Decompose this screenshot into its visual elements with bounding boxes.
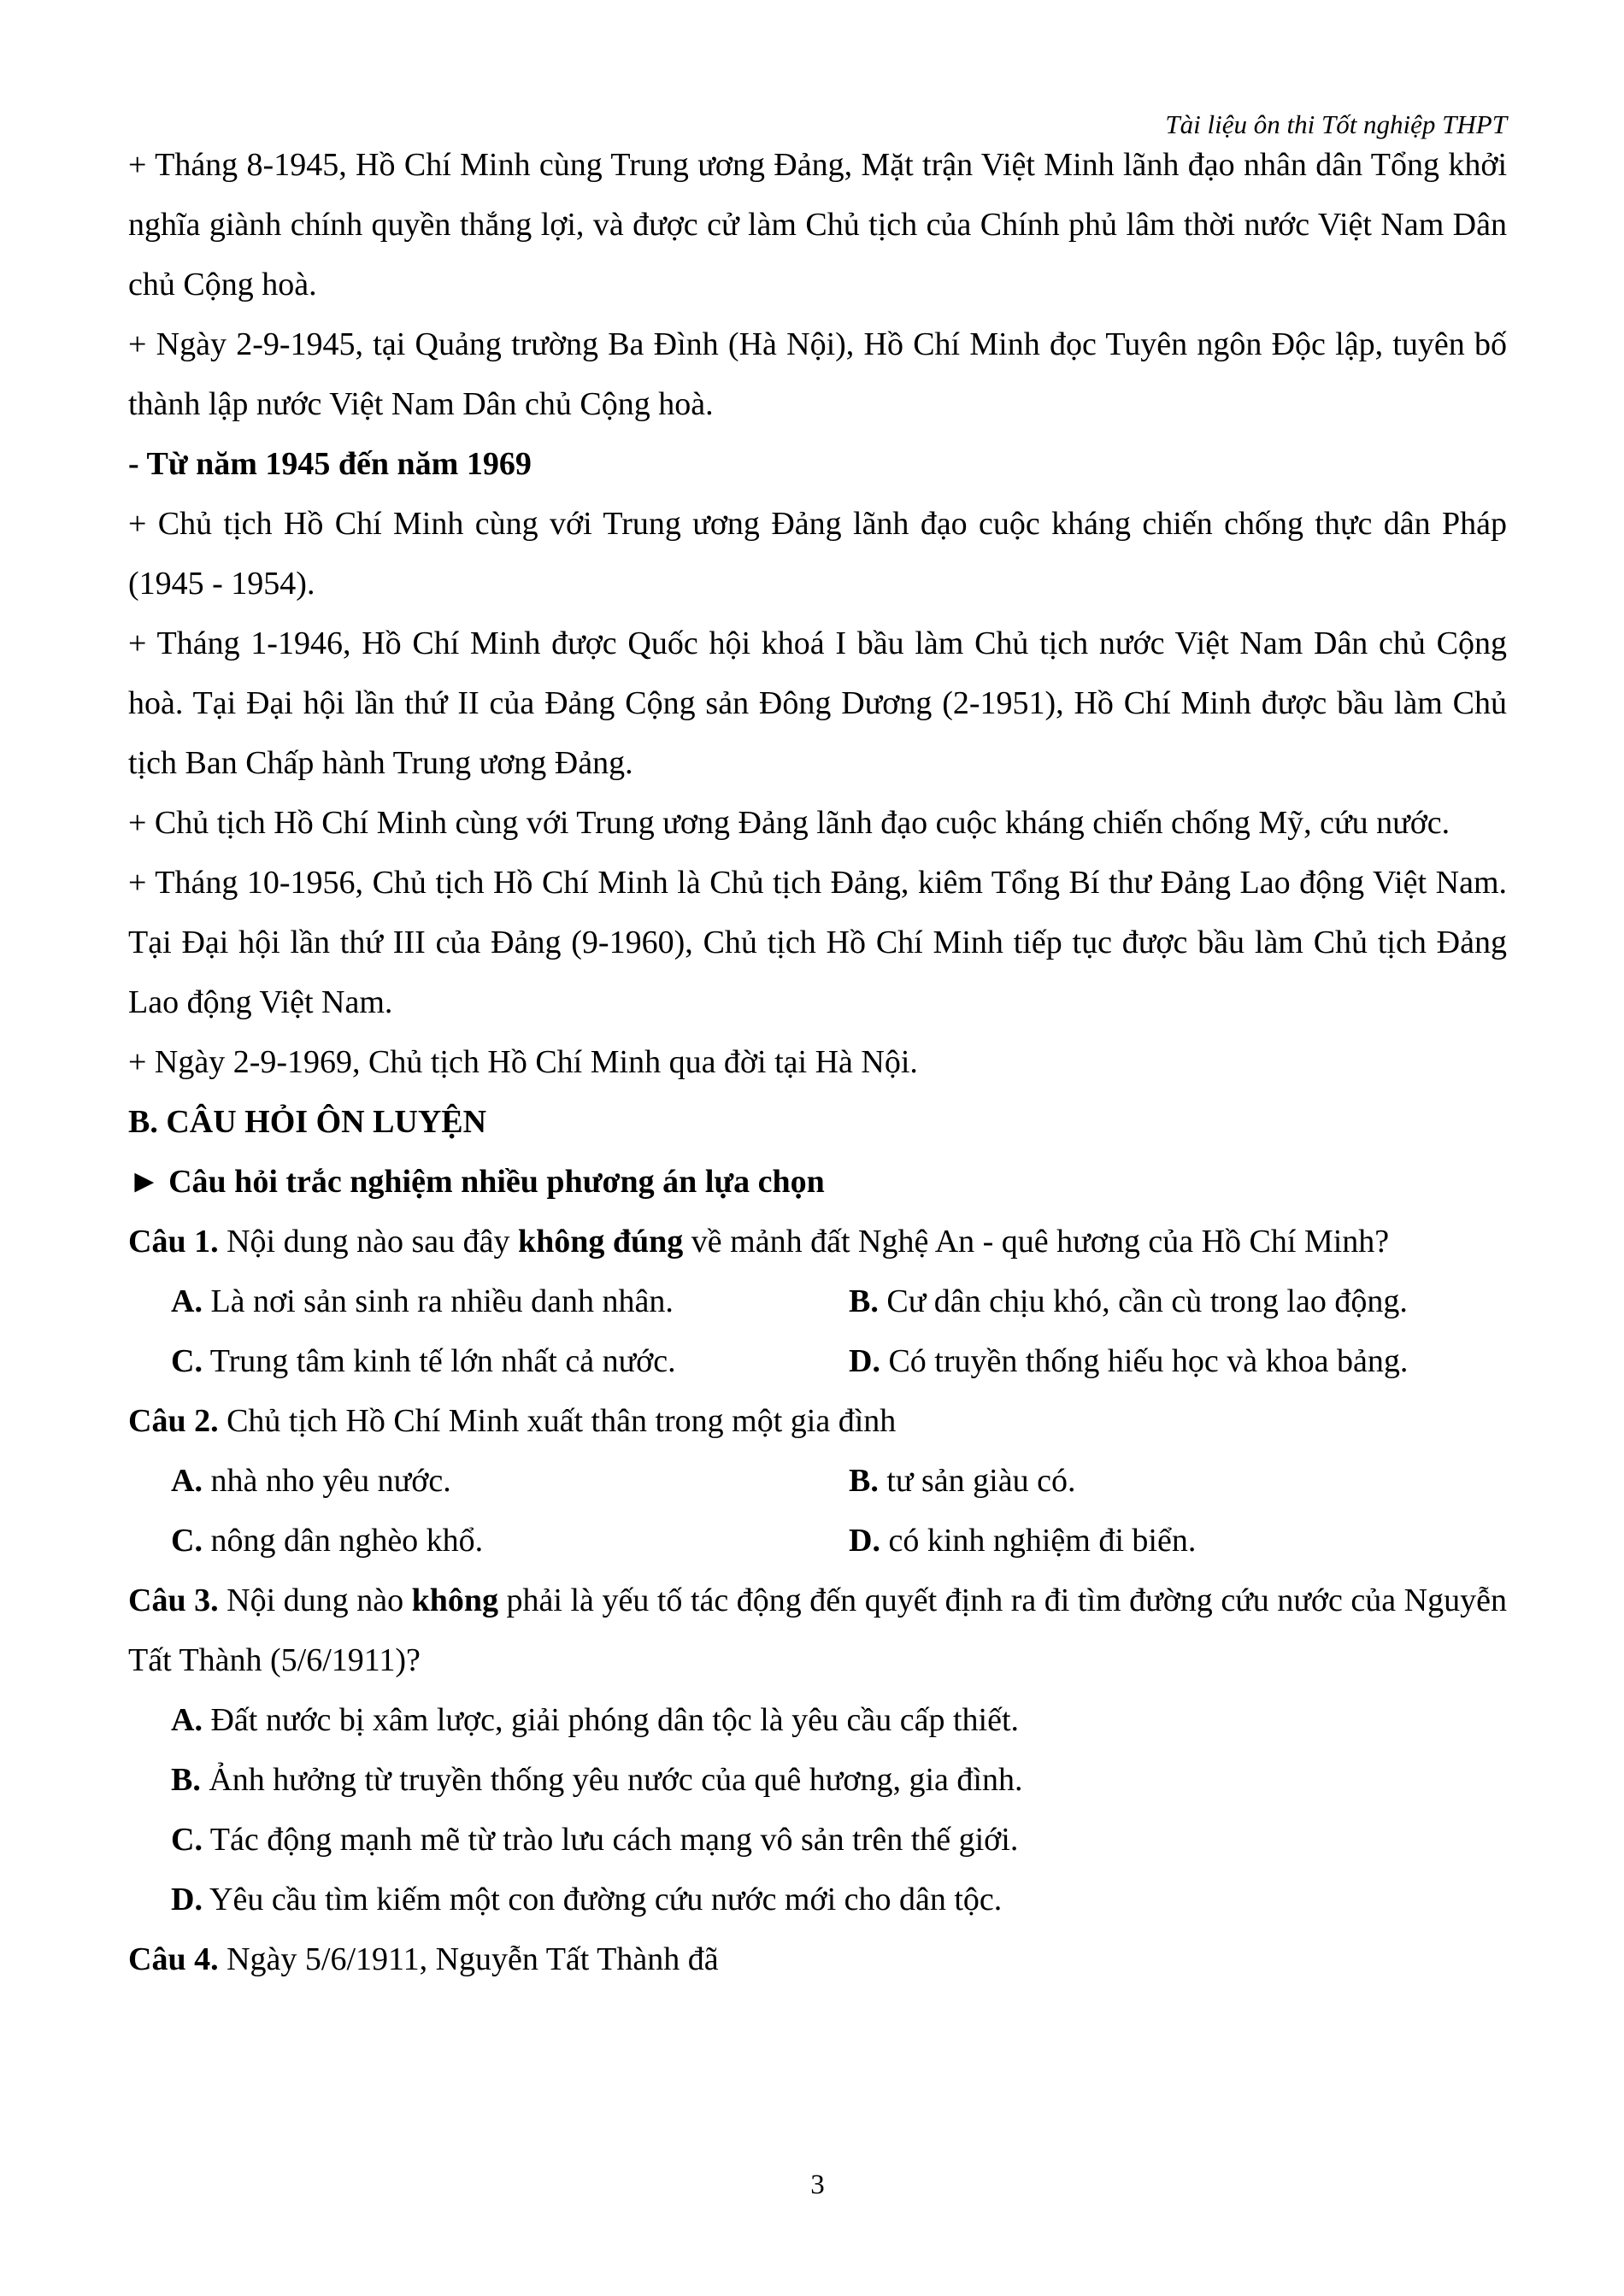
option-text: Trung tâm kinh tế lớn nhất cả nước. — [202, 1343, 676, 1379]
question-text: phải là yếu tố tác động đến quyết định ra đi tìm đường cứu nước của Nguyễn Tất Thành (5/6/1911)? — [128, 1583, 1507, 1678]
question-text: Nội dung nào sau đây — [218, 1224, 518, 1260]
question-3 — [128, 1571, 1507, 1690]
option-c — [171, 1331, 849, 1391]
paragraph: + Tháng 8-1945, Hồ Chí Minh cùng Trung ương Đảng, Mặt trận Việt Minh lãnh đạo nhân dân Tổng khởi nghĩa giành chính quyền thắng lợi, và được cử làm Chủ tịch của Chính phủ lâm thời nước Việt Nam Dân chủ Cộng hoà. — [128, 147, 1507, 302]
option-text: nhà nho yêu nước. — [202, 1463, 451, 1499]
option-b — [849, 1271, 1408, 1331]
section-heading: - Từ năm 1945 đến năm 1969 — [128, 446, 532, 482]
option-c — [171, 1511, 849, 1571]
question-text: Ngày 5/6/1911, Nguyễn Tất Thành đã — [218, 1941, 719, 1977]
option-text: Có truyền thống hiếu học và khoa bảng. — [880, 1343, 1409, 1379]
option-text: tư sản giàu có. — [878, 1463, 1076, 1499]
document-body — [128, 135, 1507, 1989]
subsection-heading: ► Câu hỏi trắc nghiệm nhiều phương án lựa chọn — [128, 1164, 825, 1200]
option-letter: C. — [171, 1343, 203, 1379]
paragraph: + Chủ tịch Hồ Chí Minh cùng với Trung ương Đảng lãnh đạo cuộc kháng chiến chống thực dân Pháp (1945 - 1954). — [128, 506, 1507, 602]
option-text: nông dân nghèo khổ. — [202, 1523, 484, 1559]
option-text: Cư dân chịu khó, cần cù trong lao động. — [878, 1283, 1408, 1319]
option-b — [849, 1451, 1075, 1511]
paragraph: + Tháng 1-1946, Hồ Chí Minh được Quốc hội khoá I bầu làm Chủ tịch nước Việt Nam Dân chủ Cộng hoà. Tại Đại hội lần thứ II của Đảng Cộng sản Đông Dương (2-1951), Hồ Chí Minh được bầu làm Chủ tịch Ban Chấp hành Trung ương Đảng. — [128, 625, 1507, 781]
option-d — [171, 1870, 1507, 1929]
question-text: về mảnh đất Nghệ An - quê hương của Hồ Chí Minh? — [683, 1224, 1390, 1260]
paragraph: + Tháng 10-1956, Chủ tịch Hồ Chí Minh là Chủ tịch Đảng, kiêm Tổng Bí thư Đảng Lao động Việt Nam. Tại Đại hội lần thứ III của Đảng (9-1960), Chủ tịch Hồ Chí Minh tiếp tục được bầu làm Chủ tịch Đảng Lao động Việt Nam. — [128, 865, 1507, 1020]
options-row — [128, 1271, 1507, 1331]
options-row — [128, 1451, 1507, 1511]
option-letter: A. — [171, 1283, 203, 1319]
page-number: 3 — [810, 2170, 825, 2200]
option-d — [849, 1331, 1408, 1391]
option-letter: C. — [171, 1822, 203, 1858]
question-1 — [128, 1212, 1507, 1271]
option-c — [171, 1810, 1507, 1870]
option-letter: B. — [849, 1463, 879, 1499]
option-a — [171, 1451, 849, 1511]
option-letter: B. — [849, 1283, 879, 1319]
question-label: Câu 4. — [128, 1941, 219, 1977]
option-a — [171, 1690, 1507, 1750]
options-row — [128, 1331, 1507, 1391]
question-4 — [128, 1929, 1507, 1989]
option-text: Là nơi sản sinh ra nhiều danh nhân. — [202, 1283, 674, 1319]
option-letter: C. — [171, 1523, 203, 1559]
question-emphasis: không — [411, 1583, 499, 1618]
option-letter: D. — [849, 1523, 880, 1559]
option-letter: D. — [171, 1882, 203, 1917]
option-text: Đất nước bị xâm lược, giải phóng dân tộc là yêu cầu cấp thiết. — [202, 1702, 1020, 1738]
question-label: Câu 3. — [128, 1583, 219, 1618]
page-header: Tài liệu ôn thi Tốt nghiệp THPT — [1165, 109, 1507, 139]
document-page — [128, 0, 1507, 2296]
paragraph: + Ngày 2-9-1945, tại Quảng trường Ba Đình (Hà Nội), Hồ Chí Minh đọc Tuyên ngôn Độc lập, tuyên bố thành lập nước Việt Nam Dân chủ Cộng hoà. — [128, 326, 1507, 422]
option-text: Tác động mạnh mẽ từ trào lưu cách mạng vô sản trên thế giới. — [202, 1822, 1019, 1858]
option-letter: D. — [849, 1343, 880, 1379]
question-text: Nội dung nào — [218, 1583, 412, 1618]
option-a — [171, 1271, 849, 1331]
question-2 — [128, 1391, 1507, 1451]
option-letter: B. — [171, 1762, 201, 1798]
option-text: Yêu cầu tìm kiếm một con đường cứu nước mới cho dân tộc. — [202, 1882, 1003, 1917]
option-letter: A. — [171, 1463, 203, 1499]
question-label: Câu 1. — [128, 1224, 219, 1260]
paragraph: + Chủ tịch Hồ Chí Minh cùng với Trung ương Đảng lãnh đạo cuộc kháng chiến chống Mỹ, cứu nước. — [128, 805, 1450, 841]
option-letter: A. — [171, 1702, 203, 1738]
paragraph: + Ngày 2-9-1969, Chủ tịch Hồ Chí Minh qua đời tại Hà Nội. — [128, 1044, 918, 1080]
question-label: Câu 2. — [128, 1403, 219, 1439]
option-text: Ảnh hưởng từ truyền thống yêu nước của quê hương, gia đình. — [200, 1762, 1023, 1798]
question-text: Chủ tịch Hồ Chí Minh xuất thân trong một gia đình — [218, 1403, 897, 1439]
options-row — [128, 1511, 1507, 1571]
option-b — [171, 1750, 1507, 1810]
section-b-heading: B. CÂU HỎI ÔN LUYỆN — [128, 1104, 487, 1140]
option-d — [849, 1511, 1196, 1571]
option-text: có kinh nghiệm đi biển. — [880, 1523, 1197, 1559]
question-emphasis: không đúng — [517, 1224, 684, 1260]
